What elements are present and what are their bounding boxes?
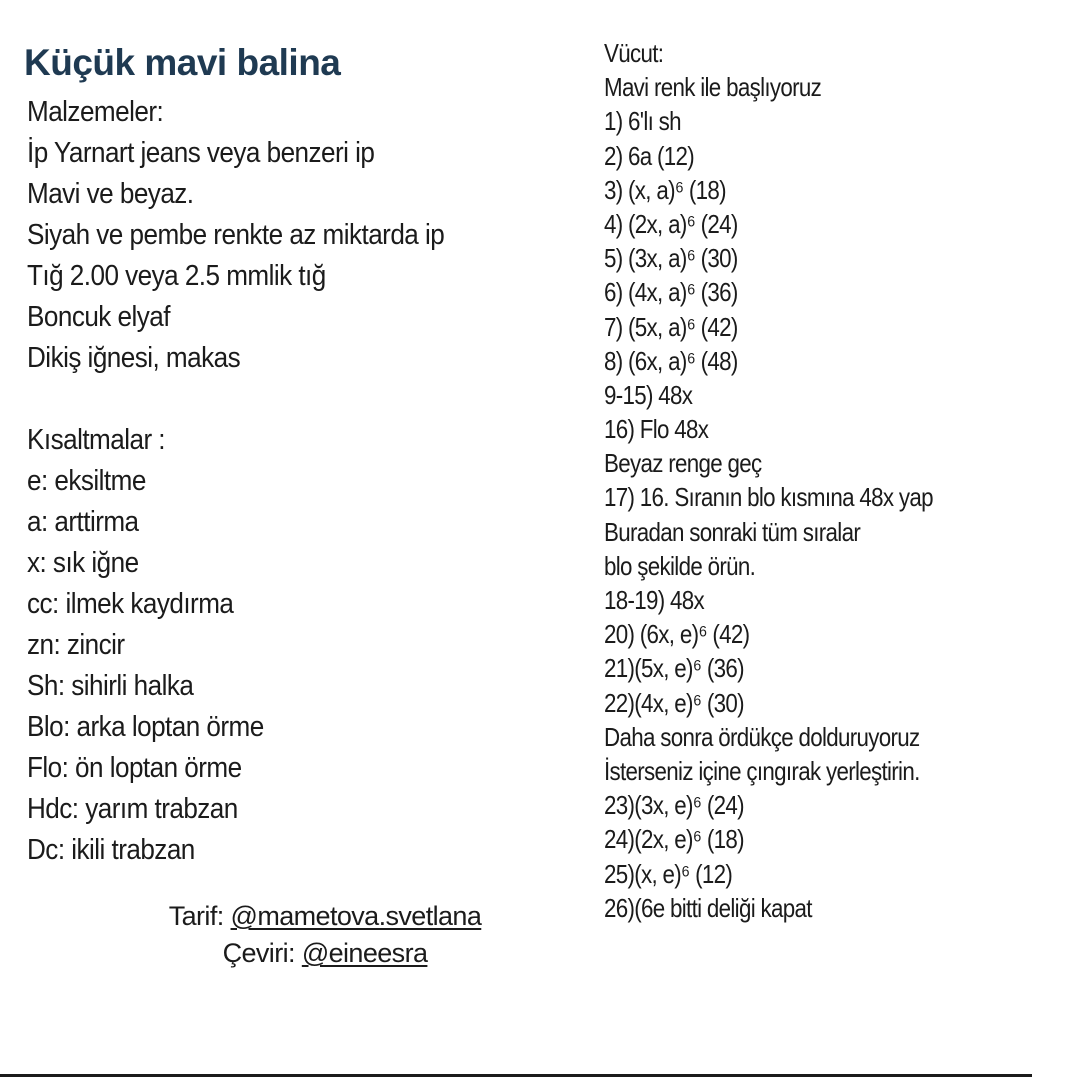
credits [160, 898, 490, 972]
abbreviation-item: Blo: arka loptan örme [27, 711, 264, 743]
instruction-line: 9-15) 48x [604, 379, 693, 410]
instruction-line: 1) 6'lı sh [604, 106, 681, 137]
abbreviation-item: cc: ilmek kaydırma [27, 588, 234, 620]
body-instructions [604, 36, 1074, 925]
materials-item: Mavi ve beyaz. [27, 178, 194, 210]
recipe-credit [160, 898, 490, 935]
instruction-line: 20) (6x, e)⁶ (42) [604, 619, 750, 650]
instruction-line: 25)(x, e)⁶ (12) [604, 858, 733, 889]
abbreviation-item: Sh: sihirli halka [27, 670, 194, 702]
abbreviation-item: Flo: ön loptan örme [27, 752, 242, 784]
instruction-line: 6) (4x, a)⁶ (36) [604, 277, 738, 308]
instruction-line: 21)(5x, e)⁶ (36) [604, 653, 744, 684]
abbreviation-item: Dc: ikili trabzan [27, 834, 195, 866]
materials-item: Tığ 2.00 veya 2.5 mmlik tığ [27, 260, 326, 292]
materials-and-abbreviations [27, 92, 587, 871]
instruction-line: 17) 16. Sıranın blo kısmına 48x yap [604, 482, 933, 513]
materials-item: İp Yarnart jeans veya benzeri ip [27, 137, 375, 169]
materials-item: Boncuk elyaf [27, 301, 170, 333]
instruction-line: 7) (5x, a)⁶ (42) [604, 311, 738, 342]
abbreviations-heading: Kısaltmalar : [27, 424, 166, 456]
recipe-label: Tarif: [168, 901, 231, 931]
instruction-line: 3) (x, a)⁶ (18) [604, 174, 726, 205]
instruction-line: Vücut: [604, 38, 664, 68]
instruction-line: Mavi renk ile başlıyoruz [604, 72, 822, 103]
section-spacer [27, 379, 587, 420]
translation-credit [160, 935, 490, 972]
instruction-line: Daha sonra ördükçe dolduruyoruz [604, 721, 920, 752]
instruction-line: 4) (2x, a)⁶ (24) [604, 208, 738, 239]
abbreviation-item: zn: zincir [27, 629, 125, 661]
instruction-line: 8) (6x, a)⁶ (48) [604, 345, 738, 376]
translation-label: Çeviri: [222, 938, 302, 968]
instruction-line: 23)(3x, e)⁶ (24) [604, 790, 744, 821]
materials-item: Siyah ve pembe renkte az miktarda ip [27, 219, 445, 251]
abbreviation-item: x: sık iğne [27, 547, 139, 579]
abbreviation-item: Hdc: yarım trabzan [27, 793, 238, 825]
instruction-line: 2) 6a (12) [604, 140, 695, 171]
instruction-line: 24)(2x, e)⁶ (18) [604, 824, 744, 855]
instruction-line: 22)(4x, e)⁶ (30) [604, 687, 744, 718]
instruction-line: İsterseniz içine çıngırak yerleştirin. [604, 755, 920, 786]
recipe-handle-link[interactable]: @mametova.svetlana [230, 901, 482, 931]
instruction-line: 26)(6e bitti deliği kapat [604, 892, 812, 923]
instruction-line: blo şekilde örün. [604, 550, 756, 581]
abbreviation-item: a: arttirma [27, 506, 139, 538]
instruction-line: 18-19) 48x [604, 585, 705, 615]
abbreviation-item: e: eksiltme [27, 465, 146, 497]
materials-item: Dikiş iğnesi, makas [27, 342, 241, 374]
instruction-line: Beyaz renge geç [604, 448, 762, 479]
bottom-divider [0, 1074, 1032, 1077]
instruction-line: Buradan sonraki tüm sıralar [604, 516, 861, 547]
translation-handle-link[interactable]: @eineesra [301, 938, 428, 968]
page-title: Küçük mavi balina [24, 42, 341, 83]
materials-heading: Malzemeler: [27, 96, 164, 128]
instruction-line: 5) (3x, a)⁶ (30) [604, 243, 738, 274]
instruction-line: 16) Flo 48x [604, 414, 709, 445]
